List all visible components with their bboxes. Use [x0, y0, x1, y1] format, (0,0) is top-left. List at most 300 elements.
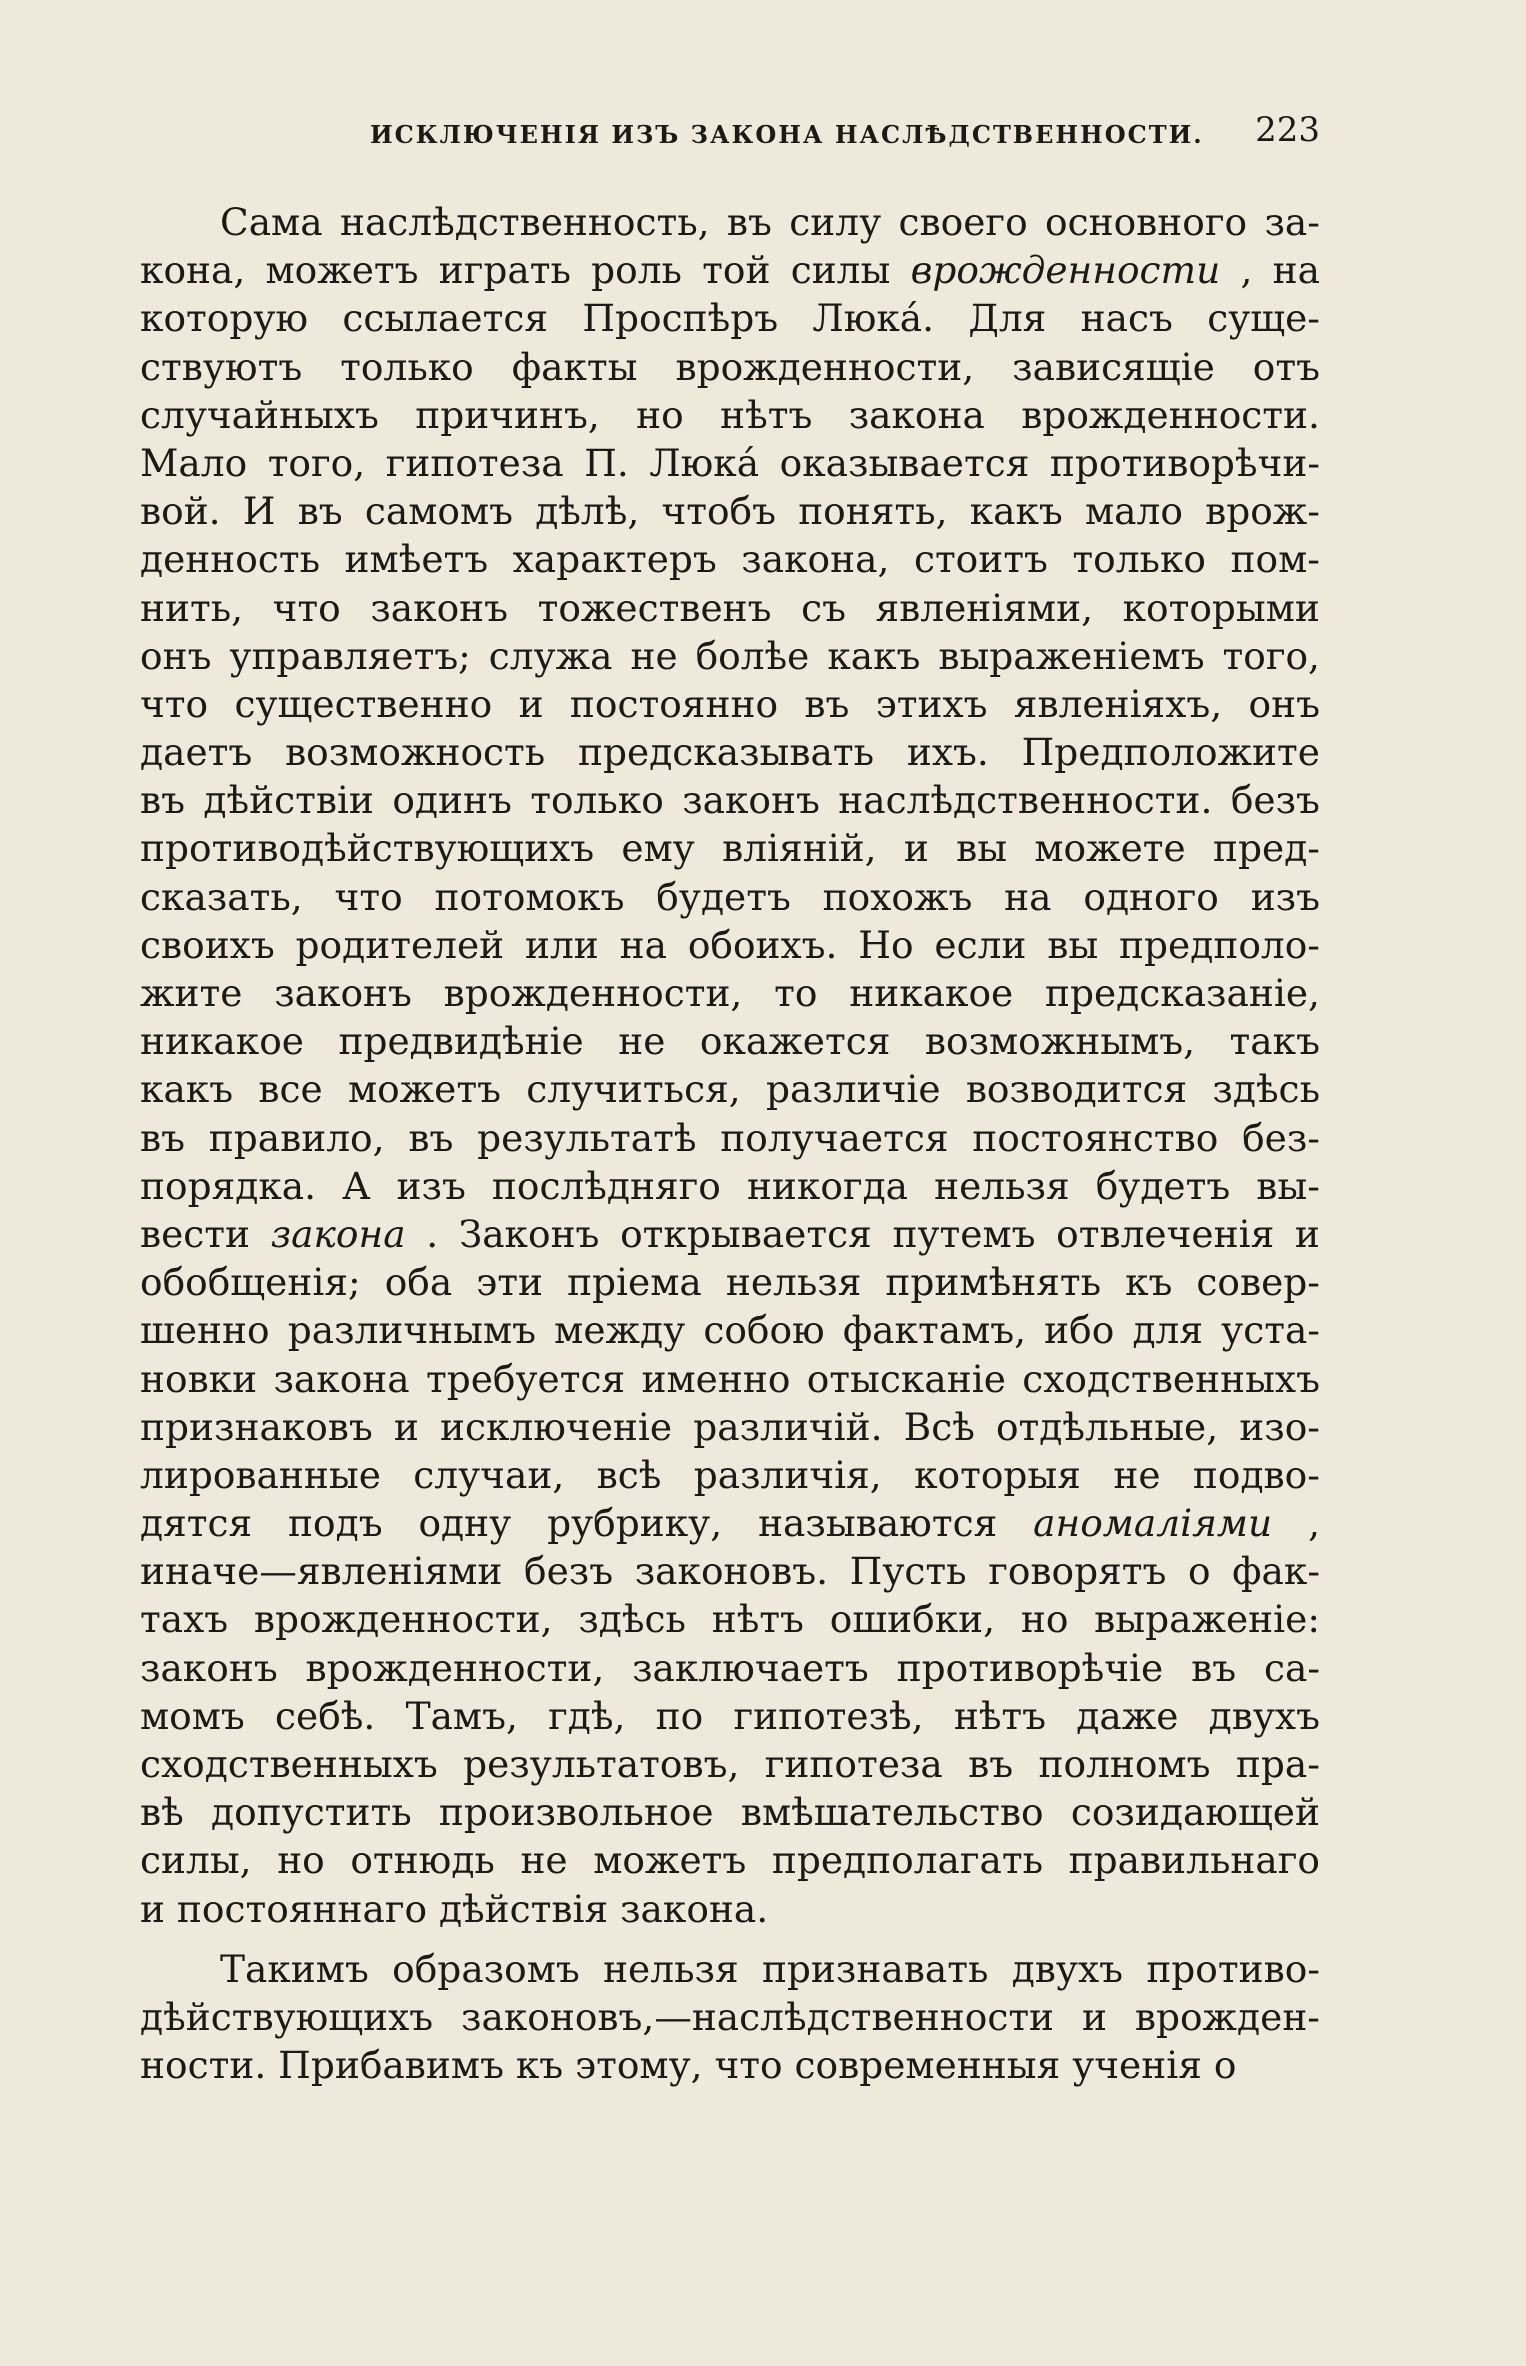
word: оба: [384, 1260, 453, 1305]
word: открывается: [620, 1211, 872, 1256]
word: противодѣйствующихъ: [140, 826, 595, 871]
word: образомъ: [392, 1946, 580, 1991]
word: зависящіе: [1012, 344, 1215, 389]
word: на: [1004, 874, 1052, 919]
word: вести: [140, 1211, 251, 1256]
word: предвидѣніе: [338, 1019, 584, 1064]
word: даже: [1076, 1693, 1179, 1738]
word: характеръ: [512, 537, 717, 582]
text-line: [140, 584, 1320, 632]
word: лированные: [140, 1452, 381, 1497]
word: этихъ: [875, 681, 988, 726]
word: мало: [1084, 489, 1183, 534]
word: въ: [140, 778, 185, 823]
word: обоихъ.: [687, 922, 838, 967]
word: различія,: [693, 1452, 882, 1497]
word: именно: [641, 1356, 791, 1401]
word: полномъ: [1038, 1742, 1211, 1786]
word: существенно: [234, 681, 493, 726]
word: пріема: [567, 1260, 702, 1305]
word: собою: [703, 1308, 825, 1353]
word: пра-: [1235, 1742, 1320, 1786]
word: Пусть: [849, 1549, 967, 1594]
word: заключаетъ: [632, 1645, 869, 1690]
word: закона: [848, 392, 985, 437]
word: наслѣдственность,: [339, 200, 710, 244]
word: вліяній,: [722, 826, 877, 871]
word: вѣ: [140, 1790, 184, 1835]
word: называются: [758, 1501, 998, 1546]
word: гдѣ,: [548, 1693, 626, 1738]
word: постоянство: [972, 1115, 1219, 1160]
text-line: [140, 1065, 1320, 1113]
word: дѣйствія: [438, 1886, 621, 1931]
word: различій.: [693, 1404, 883, 1449]
word: похожъ: [822, 874, 973, 919]
word: только: [530, 778, 664, 823]
word: силы: [790, 248, 891, 293]
word: сказать,: [140, 874, 303, 919]
word: Люка́: [649, 440, 760, 485]
word: ибо: [1044, 1308, 1115, 1353]
word: можете: [1034, 826, 1186, 871]
word: послѣдняго: [491, 1163, 721, 1208]
word: безъ: [524, 1549, 614, 1594]
word: о: [1187, 1549, 1211, 1594]
word: П.: [584, 440, 629, 485]
word: врожденности,: [675, 344, 975, 389]
body-text: [140, 198, 1320, 2089]
word: чтобъ: [661, 489, 776, 534]
word: выраженіемъ: [938, 633, 1205, 678]
word: противорѣчіе: [896, 1645, 1164, 1690]
word: если: [934, 922, 1027, 967]
word: стоитъ: [913, 537, 1048, 582]
word: пред-: [1213, 826, 1320, 871]
word: тахъ: [140, 1597, 229, 1642]
word: нѣтъ: [711, 1597, 804, 1642]
word: противо-: [1146, 1946, 1320, 1991]
word: Прибавимъ: [278, 2043, 516, 2088]
word: ихъ.: [906, 730, 989, 775]
word: что: [334, 874, 403, 919]
text-line: [140, 1993, 1320, 2041]
word: постоянно: [569, 681, 779, 726]
word: результатовъ,: [463, 1742, 740, 1786]
word: по: [655, 1693, 704, 1738]
word: кона,: [140, 248, 246, 293]
word: того,: [267, 440, 366, 485]
word: ности.: [140, 2043, 279, 2088]
word: на: [619, 922, 667, 967]
word: къ: [1125, 1260, 1173, 1305]
word: ему: [621, 826, 695, 871]
word: предсказывать: [578, 730, 875, 775]
word: въ: [408, 1115, 454, 1160]
word: правильнаго: [1068, 1838, 1320, 1883]
page-header: [140, 110, 1320, 170]
word: денность: [140, 537, 321, 582]
word: изо-: [1239, 1404, 1320, 1449]
word: понять,: [798, 489, 948, 534]
word: примѣнять: [885, 1260, 1102, 1305]
word: никакое: [140, 1019, 304, 1064]
word: не: [520, 1838, 568, 1883]
word: Проспѣръ: [582, 296, 779, 341]
word: законовъ,—наслѣдственности: [461, 1994, 1055, 2039]
text-line: [140, 343, 1320, 391]
word: никогда: [746, 1163, 909, 1208]
text-line: [140, 1885, 1320, 1933]
text-line: [140, 632, 1320, 680]
word: той: [702, 248, 771, 293]
word: ,: [1308, 1501, 1320, 1546]
word: потомокъ: [434, 874, 625, 919]
word: возводится: [965, 1067, 1188, 1112]
word: отысканіе: [806, 1356, 1006, 1401]
italic-word: аномаліями: [1033, 1501, 1273, 1546]
word: дѣйствующихъ: [140, 1994, 434, 2039]
word: признавать: [761, 1946, 989, 1991]
word: явленіями,: [875, 585, 1094, 630]
word: результатѣ: [477, 1115, 697, 1160]
word: своихъ: [140, 922, 275, 967]
word: нельзя: [725, 1260, 862, 1305]
word: жите: [140, 971, 243, 1015]
italic-word: врожденности: [910, 248, 1221, 293]
word: изъ: [1250, 874, 1320, 919]
word: ,: [1240, 248, 1253, 293]
word: Люка́.: [812, 296, 935, 341]
word: себѣ.: [275, 1693, 376, 1738]
word: и: [903, 826, 929, 871]
word: .: [426, 1211, 439, 1256]
word: ствуютъ: [140, 344, 303, 389]
word: порядка.: [140, 1163, 317, 1208]
word: или: [524, 922, 599, 967]
word: вы: [956, 826, 1008, 871]
text-line: [140, 487, 1320, 535]
word: силы,: [140, 1838, 252, 1883]
paragraph-gap: [140, 1933, 1320, 1945]
word: о: [1213, 2043, 1237, 2088]
word: въ: [140, 1115, 185, 1160]
word: родителей: [295, 922, 505, 967]
word: пом-: [1230, 537, 1320, 582]
word: требуется: [425, 1356, 626, 1401]
word: различнымъ: [287, 1308, 537, 1353]
word: въ: [804, 681, 850, 726]
text-line: [140, 969, 1320, 1017]
word: можетъ: [347, 1067, 501, 1112]
word: Но: [858, 922, 914, 967]
word: выраженіе:: [1094, 1597, 1320, 1642]
word: за-: [1264, 200, 1320, 244]
word: без-: [1242, 1115, 1320, 1160]
text-line: [140, 1595, 1320, 1643]
word: Сама: [220, 200, 323, 244]
word: одинъ: [392, 778, 512, 823]
word: отнюдь: [350, 1838, 495, 1883]
word: и: [518, 681, 544, 726]
word: управляетъ;: [229, 633, 471, 678]
running-title: ИСКЛЮЧЕНІЯ ИЗЪ ЗАКОНА НАСЛѢДСТВЕННОСТИ.: [370, 120, 1204, 149]
word: фак-: [1232, 1549, 1320, 1594]
word: современныя: [794, 2043, 1073, 2088]
word: что: [714, 2043, 795, 2088]
word: рубрику,: [547, 1501, 723, 1546]
word: законъ: [682, 778, 820, 823]
word: играть: [438, 248, 571, 293]
word: путемъ: [892, 1211, 1036, 1256]
word: будетъ: [656, 874, 791, 919]
page-number: 223: [1255, 110, 1320, 150]
word: и: [1081, 1994, 1107, 2039]
word: закона,: [741, 537, 890, 582]
word: ученія: [1072, 2043, 1214, 2088]
word: гипотеза: [764, 1742, 943, 1786]
word: которую: [140, 296, 309, 341]
text-line: [140, 1547, 1320, 1595]
word: эти: [476, 1260, 544, 1305]
word: предполагать: [771, 1838, 1044, 1883]
word: Предположите: [1021, 730, 1320, 775]
word: одного: [1083, 874, 1219, 919]
word: самомъ: [364, 489, 513, 534]
word: всѣ: [596, 1452, 662, 1497]
word: безъ: [1230, 778, 1320, 823]
word: въ: [1191, 1645, 1237, 1690]
text-line: [140, 1017, 1320, 1065]
word: законъ: [370, 585, 509, 630]
text-line: [140, 198, 1320, 246]
word: можетъ: [593, 1838, 747, 1883]
word: предполо-: [1119, 922, 1320, 967]
word: шенно: [140, 1308, 270, 1353]
word: служа: [488, 633, 613, 678]
word: не: [618, 1019, 666, 1064]
text-line: [140, 2041, 1320, 2089]
word: даетъ: [140, 730, 253, 775]
text-line: [140, 1306, 1320, 1354]
word: не: [1113, 1452, 1161, 1497]
word: случайныхъ: [140, 392, 379, 437]
word: различіе: [765, 1067, 941, 1112]
word: сходственныхъ: [140, 1742, 438, 1786]
word: Всѣ: [903, 1404, 975, 1449]
word: между: [554, 1308, 686, 1353]
word: съ: [801, 585, 846, 630]
text-line: [140, 1258, 1320, 1306]
word: дѣлѣ,: [535, 489, 640, 534]
word: на: [1272, 248, 1320, 293]
word: гипотезѣ,: [733, 1693, 924, 1738]
text-line: [140, 1644, 1320, 1692]
word: только: [340, 344, 474, 389]
text-line: [140, 921, 1320, 969]
word: Законъ: [458, 1211, 600, 1256]
word: Такимъ: [220, 1946, 369, 1991]
text-line: [140, 1451, 1320, 1499]
word: Тамъ,: [405, 1693, 518, 1738]
word: уста-: [1221, 1308, 1320, 1353]
word: тожественъ: [537, 585, 772, 630]
text-line: [140, 1788, 1320, 1836]
word: произвольное: [438, 1790, 714, 1835]
word: И: [242, 489, 276, 534]
word: созидающей: [1070, 1790, 1320, 1835]
text-line: [140, 535, 1320, 583]
word: изъ: [396, 1163, 466, 1208]
word: что: [272, 585, 341, 630]
word: Для: [968, 296, 1047, 341]
text-line: [140, 824, 1320, 872]
word: гипотеза: [385, 440, 564, 485]
word: врожден-: [1134, 1994, 1320, 2039]
word: дѣйствіи: [203, 778, 374, 823]
word: насъ: [1080, 296, 1173, 341]
word: факты: [511, 344, 638, 389]
word: наслѣдственности.: [838, 778, 1213, 823]
word: сходственныхъ: [1022, 1356, 1320, 1401]
word: роль: [591, 248, 682, 293]
word: въ: [297, 489, 343, 534]
word: окажется: [699, 1019, 891, 1064]
word: врож-: [1205, 489, 1320, 534]
word: но: [636, 392, 684, 437]
word: основного: [1045, 200, 1248, 244]
word: получается: [720, 1115, 949, 1160]
word: вой.: [140, 489, 221, 534]
word: врожденности.: [1021, 392, 1320, 437]
word: возможнымъ,: [924, 1019, 1196, 1064]
word: нить,: [140, 585, 244, 630]
word: врожденности,: [305, 1645, 605, 1690]
word: закона: [273, 1356, 410, 1401]
word: законовъ.: [634, 1549, 829, 1594]
word: никакое: [849, 971, 1014, 1015]
word: такъ: [1229, 1019, 1320, 1064]
text-line: [140, 680, 1320, 728]
word: но: [277, 1838, 325, 1883]
word: случаи,: [413, 1452, 565, 1497]
word: вы: [1047, 922, 1099, 967]
word: допустить: [210, 1790, 412, 1835]
word: А: [342, 1163, 371, 1208]
word: причинъ,: [415, 392, 600, 437]
text-line: [140, 873, 1320, 921]
word: будетъ: [1095, 1163, 1231, 1208]
word: и: [393, 1404, 419, 1449]
word: въ: [726, 200, 772, 244]
word: предсказаніе,: [1044, 971, 1320, 1015]
word: какъ: [969, 489, 1063, 534]
word: противорѣчи-: [1049, 440, 1320, 485]
word: имѣетъ: [344, 537, 489, 582]
text-line: [140, 294, 1320, 342]
word: са-: [1263, 1645, 1320, 1690]
text-line: [140, 1403, 1320, 1451]
word: суще-: [1207, 296, 1320, 341]
word: все: [258, 1067, 323, 1112]
word: закона.: [620, 1886, 769, 1931]
word: явленіяхъ,: [1013, 681, 1223, 726]
word: новки: [140, 1356, 258, 1401]
word: онъ: [140, 633, 212, 678]
italic-word: закона: [270, 1211, 406, 1256]
word: законъ: [140, 1645, 278, 1690]
word: болѣе: [695, 633, 810, 678]
word: нельзя: [603, 1946, 739, 1991]
text-line: [140, 439, 1320, 487]
word: того,: [1222, 633, 1320, 678]
word: ссылается: [342, 296, 549, 341]
word: одну: [418, 1501, 512, 1546]
word: вмѣшательство: [740, 1790, 1044, 1835]
word: здѣсь: [1212, 1067, 1320, 1112]
word: говорятъ: [988, 1549, 1167, 1594]
word: исключеніе: [440, 1404, 673, 1449]
word: совер-: [1196, 1260, 1320, 1305]
word: какъ: [827, 633, 921, 678]
word: случиться,: [526, 1067, 741, 1112]
text-line: [140, 1162, 1320, 1210]
word: отдѣльные,: [995, 1404, 1219, 1449]
word: то: [774, 971, 818, 1015]
word: онъ: [1248, 681, 1320, 726]
paragraph: [140, 198, 1320, 1933]
text-line: [140, 776, 1320, 824]
word: нельзя: [934, 1163, 1070, 1208]
word: врожденности,: [443, 971, 743, 1015]
word: момъ: [140, 1693, 245, 1738]
word: и: [1294, 1211, 1320, 1256]
word: нѣтъ: [720, 392, 813, 437]
text-line: [140, 391, 1320, 439]
text-line: [140, 1836, 1320, 1884]
text-line: [140, 1210, 1320, 1258]
paragraph: [140, 1945, 1320, 2090]
text-line: [140, 1355, 1320, 1403]
word: какъ: [140, 1067, 234, 1112]
word: обобщенія;: [140, 1260, 361, 1305]
word: къ: [515, 2043, 576, 2088]
word: Мало: [140, 440, 248, 485]
word: отвлеченія: [1056, 1211, 1275, 1256]
text-line: [140, 1945, 1320, 1993]
word: дятся: [140, 1501, 253, 1546]
word: постояннаго: [176, 1886, 439, 1931]
word: вы-: [1256, 1163, 1320, 1208]
word: отъ: [1252, 344, 1320, 389]
text-line: [140, 728, 1320, 776]
word: двухъ: [1208, 1693, 1320, 1738]
word: оказывается: [779, 440, 1030, 485]
word: ошибки,: [829, 1597, 996, 1642]
word: что: [140, 681, 209, 726]
word: иначе—явленіями: [140, 1549, 503, 1594]
word: которыя: [914, 1452, 1081, 1497]
word: правило,: [208, 1115, 385, 1160]
word: здѣсь: [578, 1597, 686, 1642]
word: своего: [898, 200, 1028, 244]
word: возможность: [285, 730, 546, 775]
word: этому,: [575, 2043, 715, 2088]
text-line: [140, 246, 1320, 294]
word: только: [1072, 537, 1206, 582]
word: нѣтъ: [953, 1693, 1047, 1738]
word: законъ: [274, 971, 412, 1015]
